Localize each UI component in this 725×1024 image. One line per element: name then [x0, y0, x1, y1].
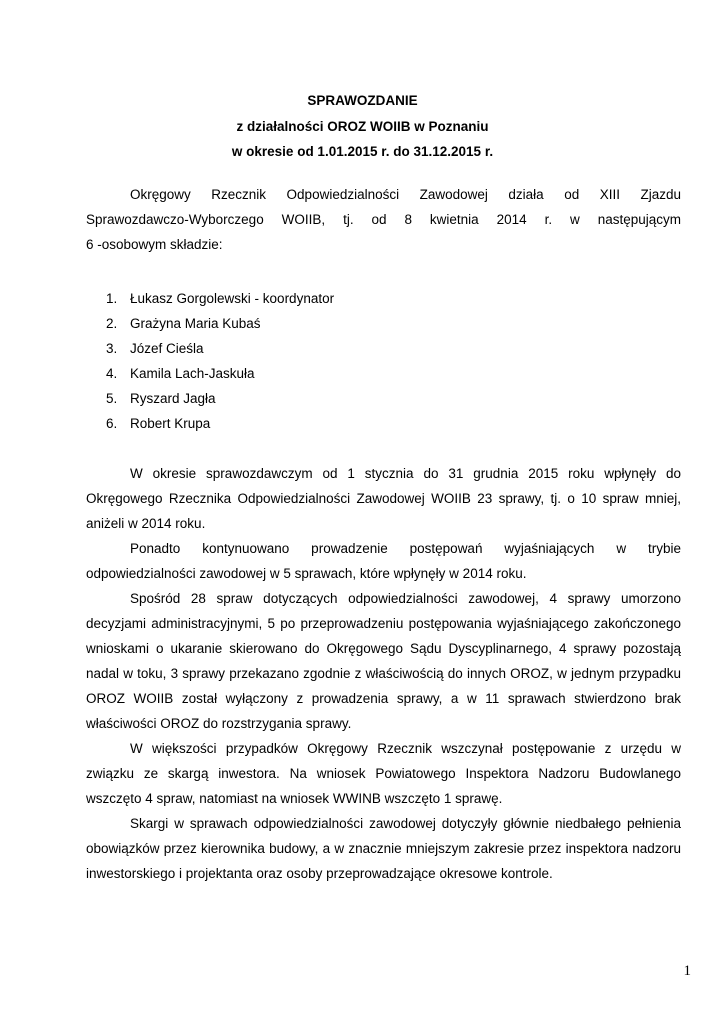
list-item [106, 386, 334, 411]
title-line-1: SPRAWOZDANIE [307, 93, 418, 108]
paragraph-incoming-cases: W okresie sprawozdawczym od 1 stycznia do 31 grudnia 2015 roku wpłynęły do Okręgowego Rzecznika Odpowiedzialności Zawodowej WOIIB 23 sprawy, tj. o 10 spraw mniej, aniżeli w 2014 roku. [86, 466, 681, 531]
list-item [106, 286, 334, 311]
list-item-name: Robert Krupa [130, 416, 211, 431]
title-line-2: z działalności OROZ WOIIB w Poznaniu [236, 118, 489, 134]
list-item-number: 5. [106, 391, 118, 406]
list-item [106, 361, 334, 386]
document-title [0, 88, 725, 165]
list-item-name: Łukasz Gorgolewski - koordynator [130, 291, 335, 306]
list-item-number: 1. [106, 291, 118, 306]
title-line-3: w okresie od 1.01.2015 r. do 31.12.2015 r. [231, 144, 494, 159]
list-item-number: 3. [106, 341, 118, 356]
list-item-name: Kamila Lach-Jaskuła [130, 366, 255, 381]
list-item-number: 2. [106, 316, 118, 331]
paragraph-continued-cases: Ponadto kontynuowano prowadzenie postępowań wyjaśniających w trybie odpowiedzialności zawodowej w 5 sprawach, które wpłynęły w 2014 roku. [86, 541, 681, 581]
page-number: 1 [683, 963, 691, 979]
list-item [106, 311, 334, 336]
list-item [106, 411, 334, 436]
list-item [106, 336, 334, 361]
list-item-name: Grażyna Maria Kubaś [130, 316, 261, 331]
paragraph-initiation: W większości przypadków Okręgowy Rzecznik wszczynał postępowanie z urzędu w związku ze skargą inwestora. Na wniosek Powiatowego Inspektora Nadzoru Budowlanego wszczęto 4 spraw, natomiast na wniosek WWINB wszczęto 1 sprawę. [86, 741, 681, 806]
list-item-name: Józef Cieśla [130, 341, 204, 356]
intro-line-3: 6 -osobowym składzie: [86, 237, 223, 252]
list-item-number: 6. [106, 416, 118, 431]
intro-line-1: Okręgowy Rzecznik Odpowiedzialności Zawodowej działa od XIII Zjazdu [130, 187, 681, 202]
intro-paragraph [86, 182, 681, 257]
intro-line-2: Sprawozdawczo-Wyborczego WOIIB, tj. od 8 kwietnia 2014 r. w następującym [86, 212, 681, 227]
paragraph-complaints: Skargi w sprawach odpowiedzialności zawodowej dotyczyły głównie niedbałego pełnienia obowiązków przez kierownika budowy, a w znacznie mniejszym zakresie przez inspektora nadzoru inwestorskiego i projektanta oraz osoby przeprowadzające okresowe kontrole. [86, 816, 681, 881]
list-item-number: 4. [106, 366, 118, 381]
members-list [106, 286, 334, 436]
paragraph-case-outcomes: Spośród 28 spraw dotyczących odpowiedzialności zawodowej, 4 sprawy umorzono decyzjami administracyjnymi, 5 po przeprowadzeniu postępowania wyjaśniającego zakończonego wnioskami o ukaranie skierowano do Okręgowego Sądu Dyscyplinarnego, 4 sprawy pozostają nadal w toku, 3 sprawy przekazano zgodnie z właściwością do innych OROZ, w jednym przypadku OROZ WOIIB został wyłączony z prowadzenia sprawy, a w 11 sprawach stwierdzono brak właściwości OROZ do rozstrzygania sprawy. [86, 591, 681, 731]
list-item-name: Ryszard Jagła [130, 391, 216, 406]
report-body [86, 461, 681, 886]
